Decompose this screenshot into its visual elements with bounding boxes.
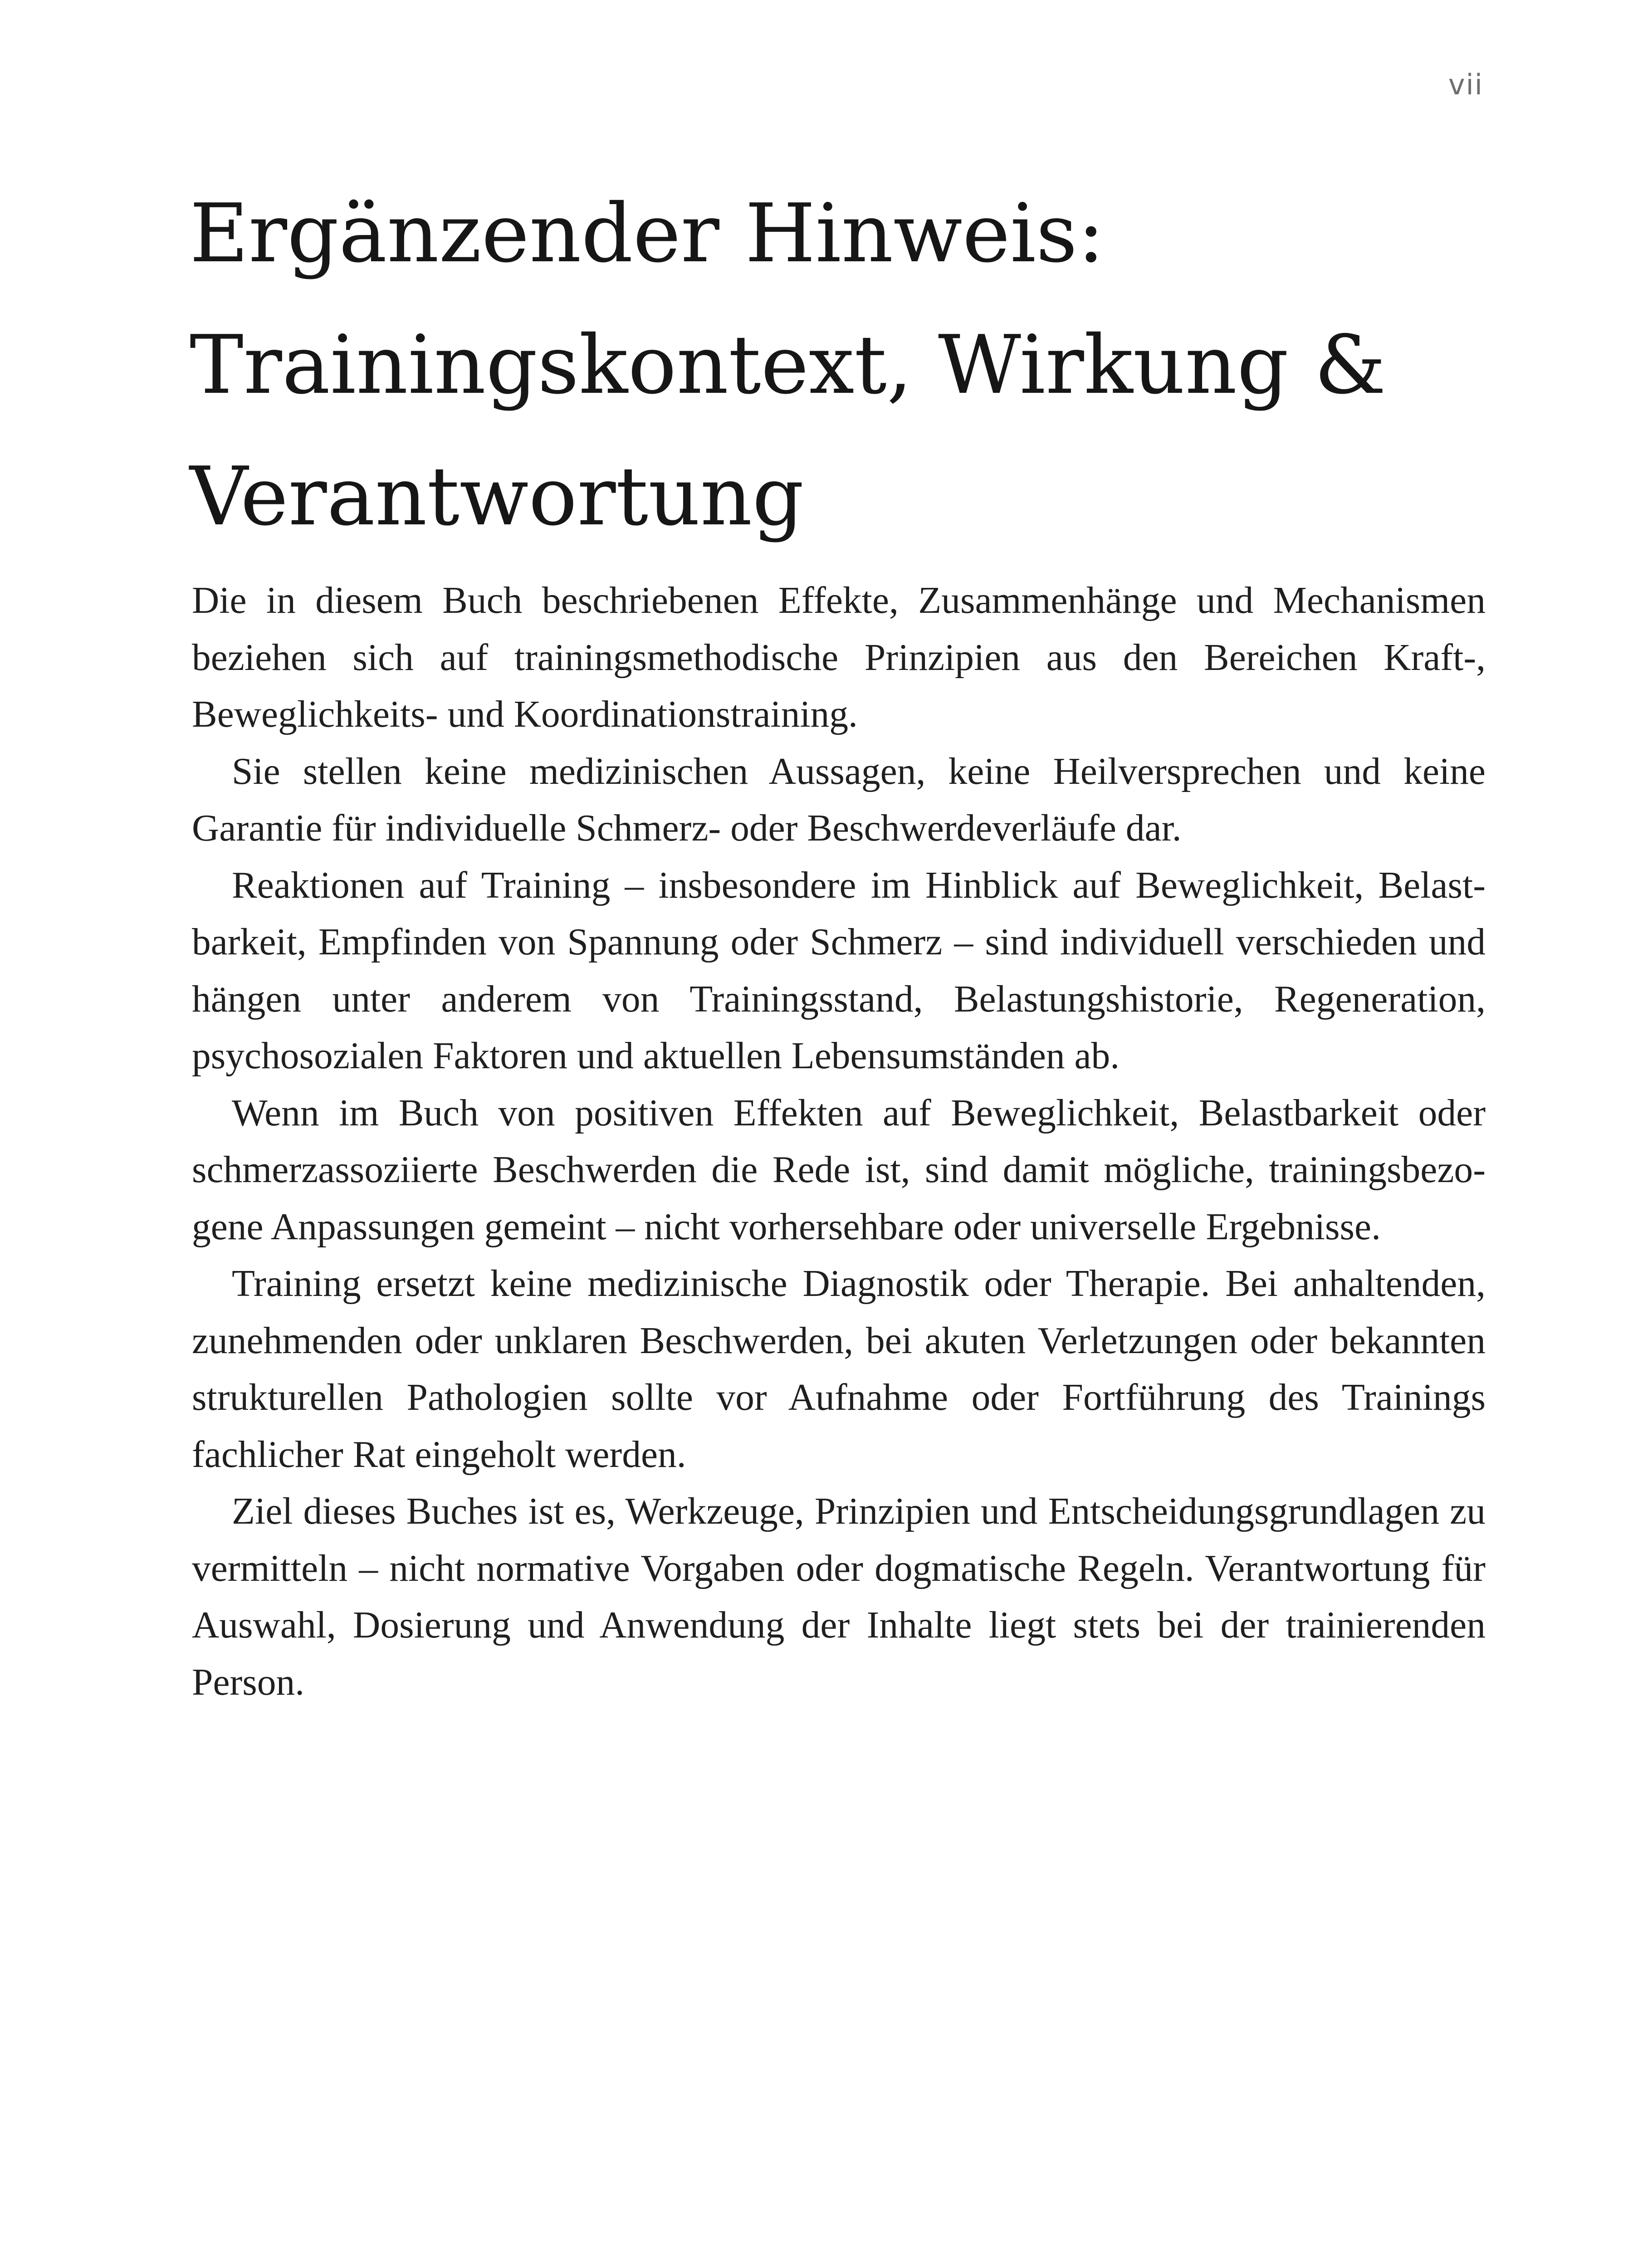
body-text xyxy=(192,572,1486,1711)
paragraph: Reaktionen auf Training – insbesondere im Hinblick auf Beweglichkeit, Belastbarkeit, Empfinden von Spannung oder Schmerz – sind individuell verschieden und hängen unter anderem von Trainingsstand, Belastungshistorie, Regeneration, psychosozialen Faktoren und aktuellen Lebensumständen ab. xyxy=(192,864,1486,1077)
paragraph: Training ersetzt keine medizinische Diagnostik oder Therapie. Bei anhaltenden, zunehmenden oder unklaren Beschwerden, bei akuten Verletzungen oder bekannten strukturellen Pathologien sollte vor Aufnahme oder Fortführung des Trainings fachlicher Rat eingeholt werden. xyxy=(192,1263,1486,1476)
chapter-title xyxy=(190,168,1496,562)
chapter-title-line: Ergänzender Hinweis: xyxy=(190,186,1105,280)
paragraph: Sie stellen keine medizinischen Aussagen, keine Heilversprechen und keine Garantie für individuelle Schmerz- oder Beschwerdeverläufe dar. xyxy=(192,750,1486,849)
paragraph: Ziel dieses Buches ist es, Werkzeuge, Prinzipien und Entscheidungsgrundlagen zu vermitteln – nicht normative Vorgaben oder dogmatische Regeln. Verantwortung für Auswahl, Dosierung und Anwendung der Inhalte liegt stets bei der trainierenden Person. xyxy=(192,1491,1486,1703)
paragraph: Die in diesem Buch beschriebenen Effekte, Zusammenhänge und Mechanismen beziehen sich auf trainingsmethodische Prinzipien aus den Bereichen Kraft-, Beweglichkeits- und Koordinationstraining. xyxy=(192,580,1486,735)
paragraph: Wenn im Buch von positiven Effekten auf Beweglichkeit, Belastbarkeit oder schmerzassoziierte Beschwerden die Rede ist, sind damit mögliche, trainingsbezogene Anpassungen gemeint – nicht vorhersehbare oder universelle Ergebnisse. xyxy=(192,1092,1486,1248)
chapter-title-line: Trainingskontext, Wirkung & xyxy=(190,318,1386,412)
chapter-title-line: Verantwortung xyxy=(190,450,804,543)
page-number: vii xyxy=(1448,68,1483,101)
